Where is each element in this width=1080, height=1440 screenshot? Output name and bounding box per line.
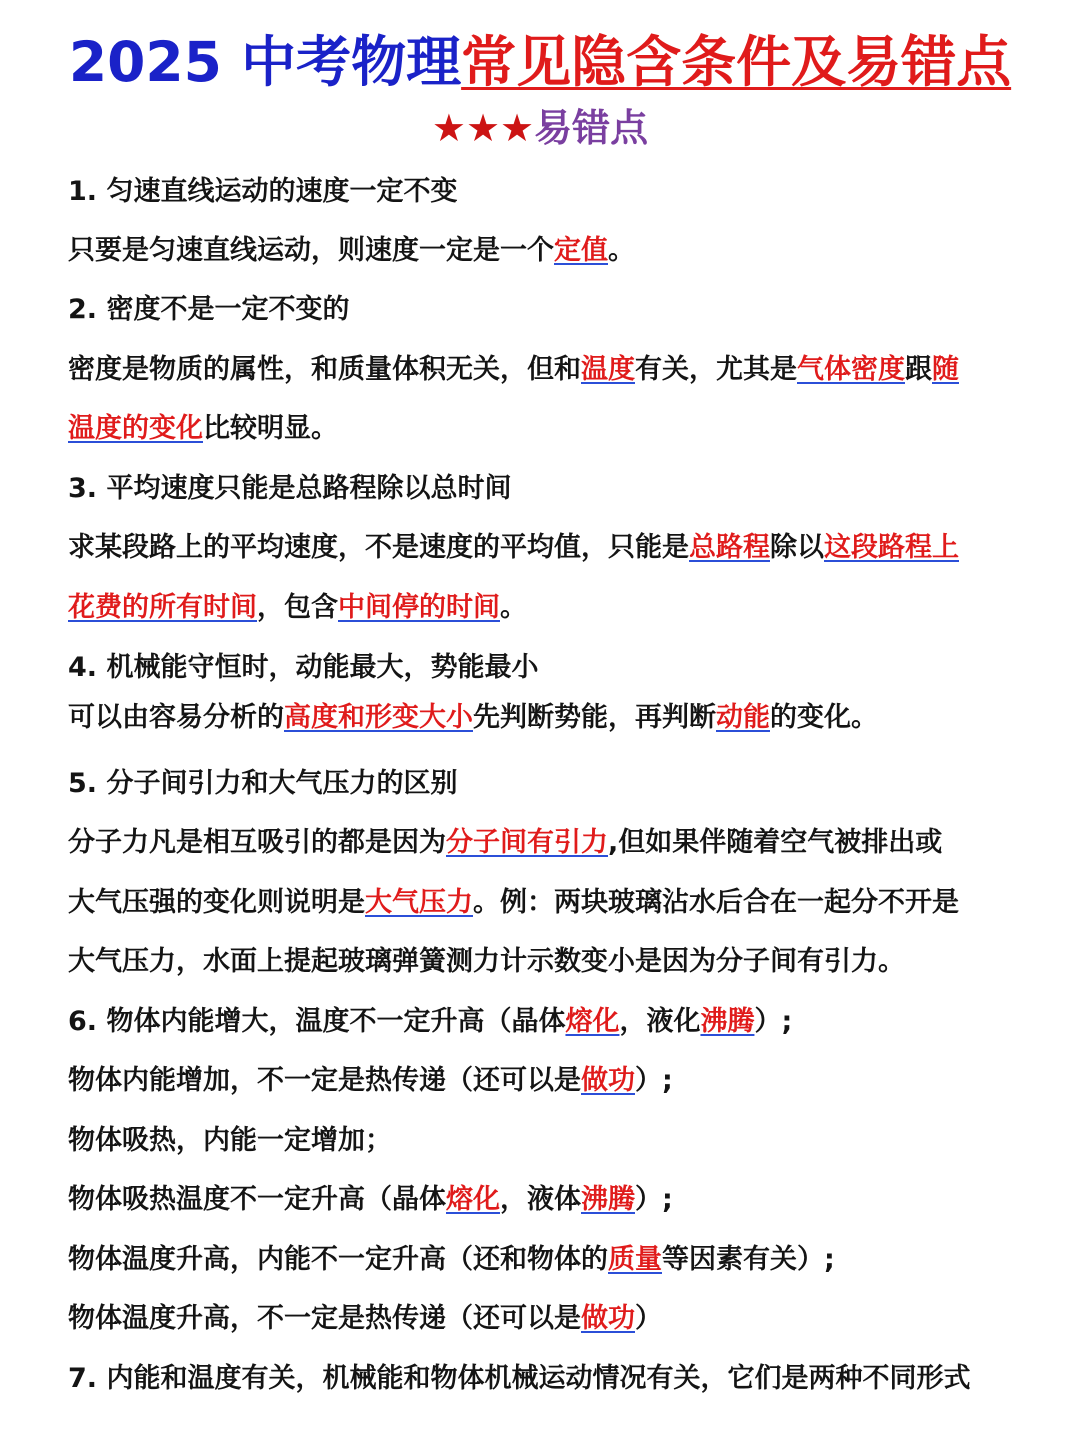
- section-heading-label: 易错点: [534, 106, 649, 150]
- text-segment: 物体内能增加，不一定是热传递（还可以是: [68, 1065, 581, 1096]
- text-segment: 3. 平均速度只能是总路程除以总时间: [68, 473, 512, 504]
- text-segment: ）;: [754, 1006, 793, 1037]
- text-segment: 比较明显。: [203, 413, 338, 444]
- text-segment: 等因素有关）;: [662, 1244, 835, 1275]
- text-line: [68, 290, 1018, 330]
- highlighted-term: 定值: [554, 235, 608, 266]
- text-line: [68, 942, 1018, 982]
- text-segment: 先判断势能，再判断: [473, 702, 716, 733]
- highlighted-term: 温度的变化: [68, 413, 203, 444]
- title-part-2: 常见隐含条件及易错点: [461, 30, 1012, 94]
- text-segment: 物体温度升高，内能不一定升高（还和物体的: [68, 1244, 608, 1275]
- highlighted-term: 做功: [581, 1303, 635, 1334]
- text-segment: ）;: [635, 1065, 673, 1096]
- highlighted-term: 高度和形变大小: [284, 702, 473, 733]
- text-line: [68, 528, 1018, 568]
- text-line: [68, 409, 1018, 449]
- highlighted-term: 温度: [581, 354, 635, 385]
- text-line: [68, 172, 1018, 212]
- text-segment: 7. 内能和温度有关，机械能和物体机械运动情况有关，它们是两种不同形式: [68, 1363, 971, 1394]
- highlighted-term: 花费的所有时间: [68, 592, 257, 623]
- text-line: [68, 883, 1018, 923]
- text-segment: 1. 匀速直线运动的速度一定不变: [68, 176, 458, 207]
- text-segment: 除以: [770, 532, 824, 563]
- text-segment: 可以由容易分析的: [68, 702, 284, 733]
- text-line: [68, 1002, 1018, 1042]
- highlighted-term: 大气压力: [365, 887, 473, 918]
- highlighted-term: 做功: [581, 1065, 635, 1096]
- highlighted-term: 沸腾: [581, 1184, 635, 1215]
- text-line: [68, 588, 1018, 628]
- text-line: [68, 1240, 1018, 1280]
- text-line: [68, 1180, 1018, 1220]
- text-segment: 6. 物体内能增大，温度不一定升高（晶体: [68, 1006, 566, 1037]
- text-segment: ，液体: [500, 1184, 581, 1215]
- text-segment: 4. 机械能守恒时，动能最大，势能最小: [68, 652, 539, 683]
- text-line: [68, 1121, 1018, 1161]
- text-segment: 物体温度升高，不一定是热传递（还可以是: [68, 1303, 581, 1334]
- text-line: [68, 648, 1018, 688]
- text-segment: 有关，尤其是: [635, 354, 797, 385]
- text-segment: 求某段路上的平均速度，不是速度的平均值，只能是: [68, 532, 689, 563]
- text-segment: ）;: [635, 1184, 673, 1215]
- text-segment: 。: [608, 235, 635, 266]
- highlighted-term: 随: [932, 354, 959, 385]
- text-segment: 2. 密度不是一定不变的: [68, 294, 350, 325]
- page-title: [0, 26, 1080, 98]
- highlighted-term: 气体密度: [797, 354, 905, 385]
- text-segment: 分子力凡是相互吸引的都是因为: [68, 827, 446, 858]
- text-segment: 只要是匀速直线运动，则速度一定是一个: [68, 235, 554, 266]
- highlighted-term: 沸腾: [700, 1006, 755, 1037]
- text-segment: 。例：两块玻璃沾水后合在一起分不开是: [473, 887, 959, 918]
- text-line: [68, 1359, 1018, 1399]
- text-line: [68, 1299, 1018, 1339]
- text-segment: ,但如果伴随着空气被排出或: [608, 827, 943, 858]
- text-line: [68, 469, 1018, 509]
- text-segment: 物体吸热，内能一定增加；: [68, 1125, 392, 1156]
- highlighted-term: 熔化: [565, 1006, 620, 1037]
- section-heading: [0, 100, 1080, 156]
- highlighted-term: 总路程: [689, 532, 770, 563]
- text-segment: 物体吸热温度不一定升高（晶体: [68, 1184, 446, 1215]
- text-line: [68, 350, 1018, 390]
- text-line: [68, 698, 1018, 738]
- highlighted-term: 熔化: [446, 1184, 500, 1215]
- text-segment: 跟: [905, 354, 932, 385]
- text-segment: 5. 分子间引力和大气压力的区别: [68, 768, 458, 799]
- text-line: [68, 1061, 1018, 1101]
- highlighted-term: 质量: [608, 1244, 662, 1275]
- title-part-1: 2025 中考物理: [68, 30, 462, 94]
- text-segment: 大气压力，水面上提起玻璃弹簧测力计示数变小是因为分子间有引力。: [68, 946, 905, 977]
- text-segment: ，液化: [619, 1006, 701, 1037]
- text-segment: ，包含: [257, 592, 338, 623]
- highlighted-term: 分子间有引力: [446, 827, 608, 858]
- text-segment: 密度是物质的属性，和质量体积无关，但和: [68, 354, 581, 385]
- text-segment: 。: [500, 592, 527, 623]
- text-segment: ）: [635, 1303, 662, 1334]
- text-line: [68, 231, 1018, 271]
- text-segment: 大气压强的变化则说明是: [68, 887, 365, 918]
- highlighted-term: 这段路程上: [824, 532, 959, 563]
- text-segment: 的变化。: [770, 702, 878, 733]
- highlighted-term: 中间停的时间: [338, 592, 500, 623]
- text-line: [68, 823, 1018, 863]
- text-line: [68, 764, 1018, 804]
- star-icons: ★★★: [431, 106, 535, 150]
- highlighted-term: 动能: [716, 702, 770, 733]
